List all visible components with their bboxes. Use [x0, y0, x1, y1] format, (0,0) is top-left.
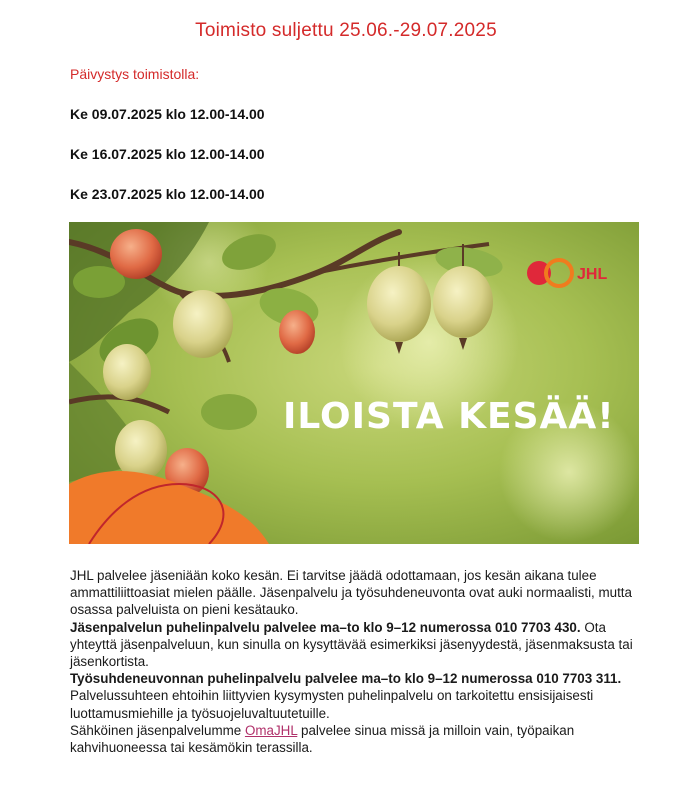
employment-advice-hours: Työsuhdeneuvonnan puhelinpalvelu palvelee ma–to klo 9–12 numerossa 010 7703 311. [70, 671, 622, 687]
logo-text: JHL [577, 266, 608, 283]
member-service-paragraph [70, 619, 640, 671]
omajhl-link[interactable]: OmaJHL [244, 722, 298, 738]
online-service-rest: palvelee sinua missä ja milloin vain, työpaikan kahvihuoneessa tai kesämökin terassilla. [70, 722, 575, 756]
online-service-paragraph [70, 722, 640, 756]
intro-paragraph: JHL palvelee jäseniään koko kesän. Ei tarvitse jäädä odottamaan, jos kesän aikana tulee ammattiliittoasiat mielen päälle. Jäsenpalvelu ja työsuhdeneuvonta ovat auki normaalisti, mutta osassa palveluista on pieni kesätauko. [70, 568, 632, 618]
online-service-intro: Sähköinen jäsenpalvelumme [70, 722, 245, 738]
employment-advice-info: Palvelussuhteen ehtoihin liittyvien kysymysten puhelinpalvelu on tarkoitettu ensisijaisesti luottamusmiehille ja työsuojeluvaltuutetuille. [70, 688, 594, 721]
member-service-hours: Jäsenpalvelun puhelinpalvelu palvelee ma–to klo 9–12 numerossa 010 7703 430. [70, 619, 581, 635]
member-service-info: Ota yhteyttä jäsenpalveluun, kun sinulla on kysyttävää esimerkiksi jäsenyydestä, jäsenmaksusta tai jäsenkortista. [70, 619, 633, 670]
duty-date-1: Ke 09.07.2025 klo 12.00-14.00 [70, 106, 265, 122]
duty-heading: Päivystys toimistolla: [70, 66, 200, 82]
employment-advice-paragraph [70, 670, 640, 722]
banner-headline: ILOISTA KESÄÄ! [283, 396, 615, 437]
page-title: Toimisto suljettu 25.06.-29.07.2025 [195, 20, 497, 41]
summer-banner-image [69, 222, 639, 544]
body-text [70, 567, 640, 756]
duty-date-3: Ke 23.07.2025 klo 12.00-14.00 [70, 186, 265, 202]
duty-date-2: Ke 16.07.2025 klo 12.00-14.00 [70, 146, 265, 162]
